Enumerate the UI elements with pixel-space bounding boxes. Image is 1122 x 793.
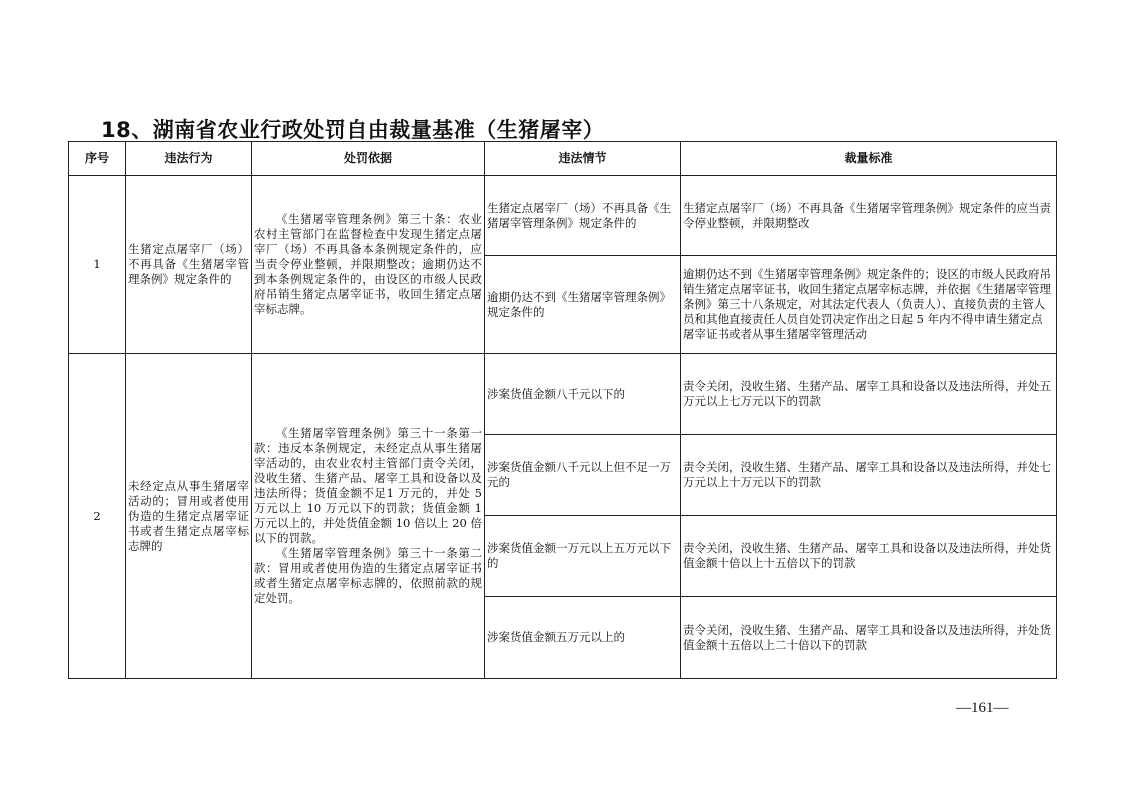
row-circumstance: 逾期仍达不到《生猪屠宰管理条例》规定条件的: [485, 256, 681, 354]
table-row: [69, 176, 1057, 256]
page-number: —161—: [956, 700, 1009, 716]
row-standard: 责令关闭，没收生猪、生猪产品、屠宰工具和设备以及违法所得，并处货值金额十五倍以上二十倍以下的罚款: [681, 597, 1057, 679]
header-circumstance: 违法情节: [485, 142, 681, 176]
row-standard: 责令关闭，没收生猪、生猪产品、屠宰工具和设备以及违法所得，并处七万元以上十万元以下的罚款: [681, 435, 1057, 516]
page-title: 18、湖南省农业行政处罚自由裁量基准（生猪屠宰）: [101, 118, 605, 142]
row-standard: 责令关闭，没收生猪、生猪产品、屠宰工具和设备以及违法所得，并处五万元以上七万元以下的罚款: [681, 354, 1057, 435]
row-violation: 生猪定点屠宰厂（场）不再具备《生猪屠宰管理条例》规定条件的: [126, 176, 252, 354]
row-violation: 未经定点从事生猪屠宰活动的；冒用或者使用伪造的生猪定点屠宰证书或者生猪定点屠宰标志牌的: [126, 354, 252, 679]
row-circumstance: 涉案货值金额五万元以上的: [485, 597, 681, 679]
row-seq: 2: [69, 354, 126, 679]
row-circumstance: 涉案货值金额八千元以上但不足一万元的: [485, 435, 681, 516]
basis-paragraph: 《生猪屠宰管理条例》第三十条：农业农村主管部门在监督检查中发现生猪定点屠宰厂（场）不再具备本条例规定条件的，应当责令停业整顿，并限期整改；逾期仍达不到本条例规定条件的，由设区的市级人民政府吊销生猪定点屠宰证书，收回生猪定点屠宰标志牌。: [254, 212, 482, 316]
header-violation: 违法行为: [126, 142, 252, 176]
row-circumstance: 涉案货值金额一万元以上五万元以下的: [485, 516, 681, 597]
row-basis: [252, 176, 485, 354]
basis-paragraph: 《生猪屠宰管理条例》第三十一条第二款：冒用或者使用伪造的生猪定点屠宰证书或者生猪定点屠宰标志牌的，依照前款的规定处罚。: [254, 546, 482, 605]
header-seq: 序号: [69, 142, 126, 176]
row-circumstance: 生猪定点屠宰厂（场）不再具备《生猪屠宰管理条例》规定条件的: [485, 176, 681, 256]
row-basis: [252, 354, 485, 679]
row-seq: 1: [69, 176, 126, 354]
basis-paragraph: 《生猪屠宰管理条例》第三十一条第一款：违反本条例规定，未经定点从事生猪屠宰活动的，由农业农村主管部门责令关闭，没收生猪、生猪产品、屠宰工具和设备以及违法所得；货值金额不足1 万元的，并处 5 万元以上 10 万元以下的罚款；货值金额 1 万元以上的，并处货值金额 10 倍以上 20 倍以下的罚款。: [254, 426, 482, 545]
table-header-row: [69, 142, 1057, 176]
header-basis: 处罚依据: [252, 142, 485, 176]
row-standard: 责令关闭，没收生猪、生猪产品、屠宰工具和设备以及违法所得，并处货值金额十倍以上十五倍以下的罚款: [681, 516, 1057, 597]
row-standard: 生猪定点屠宰厂（场）不再具备《生猪屠宰管理条例》规定条件的应当责令停业整顿，并限期整改: [681, 176, 1057, 256]
row-standard: 逾期仍达不到《生猪屠宰管理条例》规定条件的；设区的市级人民政府吊销生猪定点屠宰证书，收回生猪定点屠宰标志牌，并依据《生猪屠宰管理条例》第三十八条规定，对其法定代表人（负责人）、直接负责的主管人员和其他直接责任人员自处罚决定作出之日起 5 年内不得申请生猪定点屠宰证书或者从事生猪屠宰管理活动: [681, 256, 1057, 354]
table-row: [69, 354, 1057, 435]
row-circumstance: 涉案货值金额八千元以下的: [485, 354, 681, 435]
penalty-standards-table: [68, 141, 1057, 679]
header-standard: 裁量标准: [681, 142, 1057, 176]
